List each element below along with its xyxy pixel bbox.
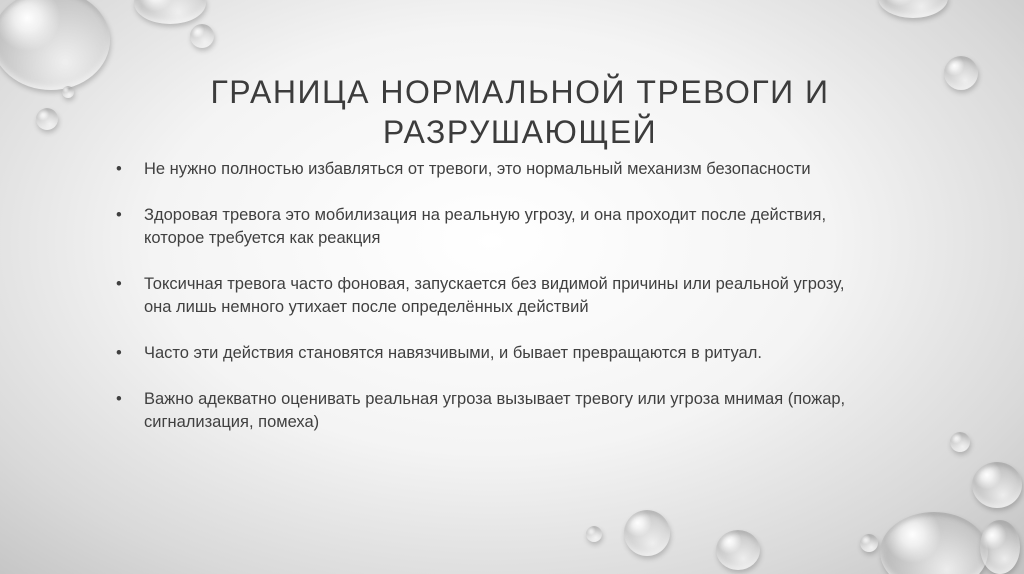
water-drop-decoration <box>134 0 206 24</box>
bullet-marker: • <box>116 160 122 178</box>
bullet-marker: • <box>116 206 122 224</box>
water-drop-decoration <box>36 108 58 130</box>
list-item <box>116 273 876 319</box>
bullet-marker: • <box>116 390 122 408</box>
bullet-marker: • <box>116 275 122 293</box>
water-drop-decoration <box>586 526 602 542</box>
list-item <box>116 342 876 365</box>
water-drop-decoration <box>0 0 110 90</box>
water-drop-decoration <box>972 462 1022 508</box>
water-drop-decoration <box>944 56 978 90</box>
water-drop-decoration <box>716 530 760 570</box>
list-item <box>116 158 876 181</box>
list-item <box>116 204 876 250</box>
bullet-text: Часто эти действия становятся навязчивыми, и бывает превращаются в ритуал. <box>144 344 762 362</box>
water-drop-decoration <box>950 432 970 452</box>
water-drop-decoration <box>190 24 214 48</box>
water-drop-decoration <box>980 520 1020 574</box>
water-drop-decoration <box>860 534 878 552</box>
water-drop-decoration <box>878 0 948 18</box>
water-drop-decoration <box>880 512 988 574</box>
bullet-text: Токсичная тревога часто фоновая, запускается без видимой причины или реальной угрозу, она лишь немного утихает после определённых действий <box>144 275 845 316</box>
bullet-list <box>116 158 876 457</box>
bullet-text: Здоровая тревога это мобилизация на реальную угрозу, и она проходит после действия, которое требуется как реакция <box>144 206 827 247</box>
bullet-text: Не нужно полностью избавляться от тревоги, это нормальный механизм безопасности <box>144 160 811 178</box>
bullet-text: Важно адекватно оценивать реальная угроза вызывает тревогу или угроза мнимая (пожар, сигнализация, помеха) <box>144 390 846 431</box>
water-drop-decoration <box>62 86 74 98</box>
bullet-marker: • <box>116 344 122 362</box>
water-drop-decoration <box>624 510 670 556</box>
slide-title: ГРАНИЦА НОРМАЛЬНОЙ ТРЕВОГИ И РАЗРУШАЮЩЕЙ <box>210 74 830 150</box>
list-item <box>116 388 876 434</box>
